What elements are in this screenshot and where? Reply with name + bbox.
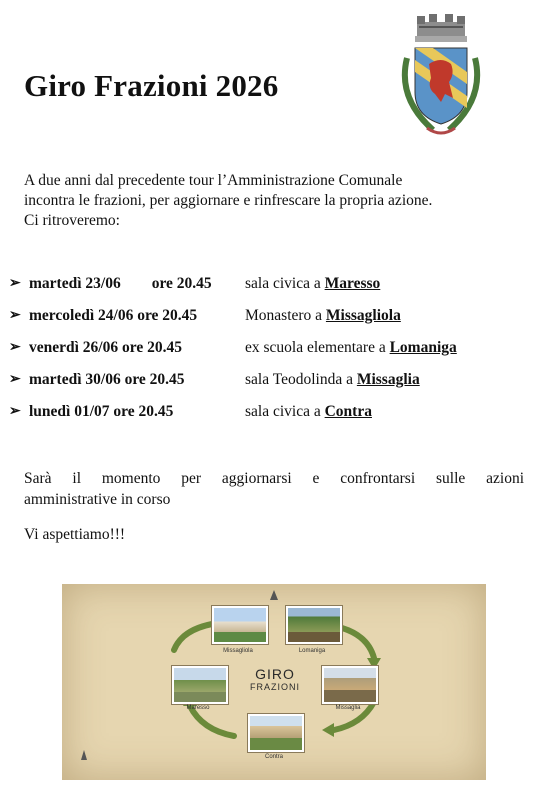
- venue-label: sala Teodolinda a: [245, 371, 357, 388]
- photo-contra: [248, 714, 304, 752]
- schedule-date-time: mercoledì 24/06 ore 20.45: [29, 307, 198, 324]
- place-name: Missagliola: [325, 307, 401, 324]
- schedule-item: [9, 339, 539, 371]
- place-name: Lomaniga: [389, 339, 457, 356]
- schedule-location: [245, 371, 420, 389]
- place-name: Maresso: [324, 275, 381, 292]
- schedule-location: [245, 307, 401, 325]
- intro-paragraph: [24, 171, 524, 231]
- closing-line: Sarà il momento per aggiornarsi e confrontarsi sulle azioni: [24, 470, 524, 487]
- north-arrow-icon: [81, 750, 87, 760]
- arrow-bullet-icon: ➢: [9, 308, 21, 323]
- schedule-date-time: lunedì 01/07 ore 20.45: [29, 403, 174, 420]
- schedule-item: [9, 307, 539, 339]
- poster-label: Lomaniga: [298, 648, 326, 654]
- photo-lomaniga: [286, 606, 342, 644]
- intro-line: Ci ritroveremo:: [24, 212, 120, 229]
- arrow-bullet-icon: ➢: [9, 372, 21, 387]
- poster-label: Missaglia: [335, 705, 361, 711]
- north-arrow-icon: [270, 590, 278, 600]
- schedule-location: [245, 275, 380, 293]
- schedule-location: [245, 403, 372, 421]
- schedule-date-time: martedì 23/06 ore 20.45: [29, 275, 212, 292]
- closing-line-2: amministrative in corso: [24, 491, 171, 508]
- intro-line: incontra le frazioni, per aggiornare e rinfrescare la propria azione.: [24, 192, 433, 209]
- poster-label: Missagliola: [223, 648, 253, 654]
- place-name: Missaglia: [356, 371, 420, 388]
- poster-subtitle: FRAZIONI: [250, 682, 300, 692]
- page-title: Giro Frazioni 2026: [24, 68, 279, 103]
- photo-maresso: [172, 666, 228, 704]
- intro-line: A due anni dal precedente tour l’Amministrazione Comunale: [24, 172, 403, 189]
- arrow-bullet-icon: ➢: [9, 340, 21, 355]
- poster-title: GIRO: [255, 666, 295, 682]
- photo-missagliola: [212, 606, 268, 644]
- municipal-crest-icon: [393, 8, 489, 144]
- schedule-item: [9, 371, 539, 403]
- venue-label: ex scuola elementare a: [245, 339, 390, 356]
- greeting: Vi aspettiamo!!!: [24, 526, 126, 543]
- venue-label: Monastero a: [245, 307, 326, 324]
- arrow-bullet-icon: ➢: [9, 276, 21, 291]
- schedule-list: [9, 275, 539, 435]
- venue-label: sala civica a: [245, 275, 325, 292]
- place-name: Contra: [324, 403, 372, 420]
- photo-missaglia: [322, 666, 378, 704]
- poster-label: Contra: [264, 754, 283, 760]
- schedule-location: [245, 339, 457, 357]
- poster-label: Maresso: [186, 705, 210, 711]
- schedule-date-time: venerdì 26/06 ore 20.45: [29, 339, 182, 356]
- venue-label: sala civica a: [245, 403, 325, 420]
- schedule-date-time: martedì 30/06 ore 20.45: [29, 371, 185, 388]
- closing-paragraph: [24, 468, 524, 490]
- tour-poster-image: [62, 584, 486, 780]
- schedule-item: [9, 403, 539, 435]
- arrow-bullet-icon: ➢: [9, 404, 21, 419]
- schedule-item: [9, 275, 539, 307]
